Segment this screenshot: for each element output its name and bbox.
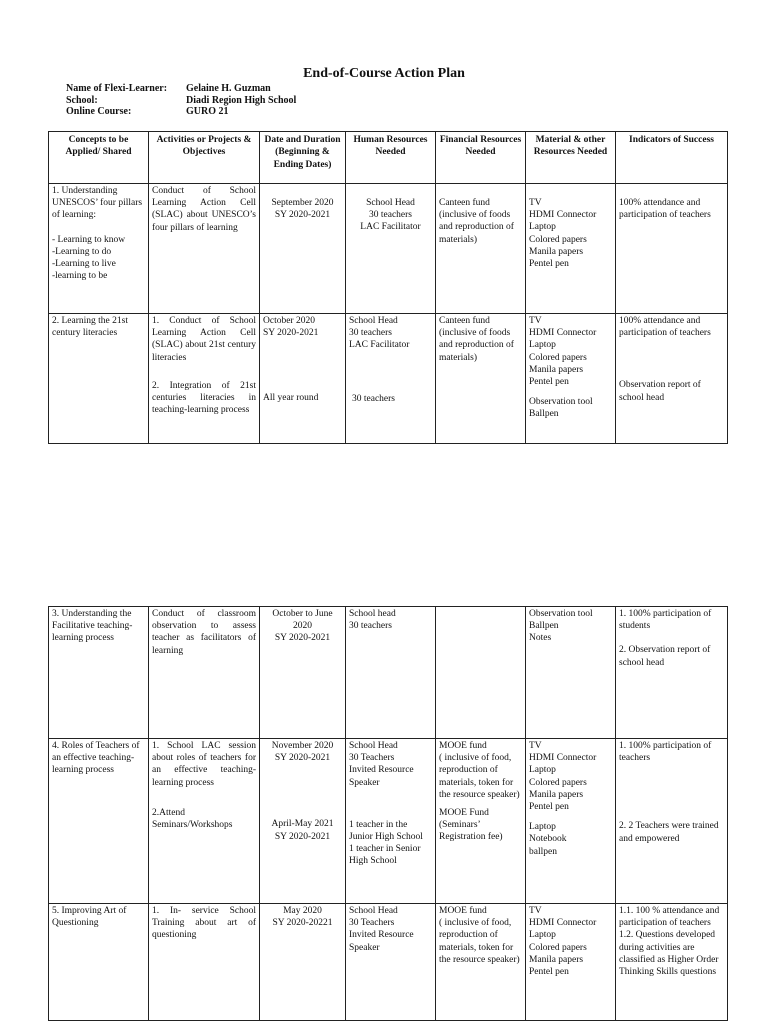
material-resources-cell: Observation tool Ballpen Notes <box>526 607 616 739</box>
document-title: End-of-Course Action Plan <box>303 66 465 81</box>
date-item: All year round <box>263 393 319 404</box>
activity-cell <box>149 314 260 444</box>
info-row-course <box>66 106 296 118</box>
financial-resources-cell: MOOE fund ( inclusive of food, reproduction of materials, token for the resource speaker) <box>436 904 526 1021</box>
material-item: Laptop Notebook ballpen <box>529 822 567 857</box>
date-cell <box>260 314 346 444</box>
financial-resources-cell: Canteen fund (inclusive of foods and reproduction of materials) <box>436 184 526 314</box>
indicator-item: Observation report of school head <box>619 380 701 403</box>
material-resources-cell: TV HDMI Connector Laptop Colored papers Manila papers Pentel pen <box>526 184 616 314</box>
date-item: April-May 2021 SY 2020-2021 <box>271 819 334 842</box>
header-cell: Indicators of Success <box>616 132 728 184</box>
human-item: School Head 30 teachers LAC Facilitator <box>349 316 410 351</box>
indicator-cell <box>616 739 728 904</box>
material-item: Observation tool Ballpen <box>529 397 593 420</box>
human-resources-cell: School head 30 teachers <box>346 607 436 739</box>
info-row-name <box>66 83 296 95</box>
financial-resources-cell <box>436 739 526 904</box>
activity-item: 2. Integration of 21st centuries literacies in teaching-learning process <box>152 380 256 416</box>
indicator-cell: 1.1. 100 % attendance and participation of teachers 1.2. Questions developed during activities are classified as Higher Order Thinking Skills questions <box>616 904 728 1021</box>
financial-item: MOOE fund ( inclusive of food, reproduction of materials, token for the resource speaker) <box>439 741 520 800</box>
concept-cell: 1. Understanding UNESCOS’ four pillars of learning: - Learning to know -Learning to do -Learning to live -learning to be <box>49 184 149 314</box>
header-cell: Financial Resources Needed <box>436 132 526 184</box>
activity-item: 2.Attend Seminars/Workshops <box>152 807 233 831</box>
material-resources-cell <box>526 314 616 444</box>
financial-resources-cell <box>436 607 526 739</box>
header-cell: Material & other Resources Needed <box>526 132 616 184</box>
activity-item: 1. Conduct of School Learning Action Cell (SLAC) about 21st century literacies <box>152 316 256 363</box>
indicator-item: 100% attendance and participation of teachers <box>619 316 711 339</box>
header-cell: Concepts to be Applied/ Shared <box>49 132 149 184</box>
action-plan-table-page1 <box>48 131 728 444</box>
table-row <box>49 607 728 739</box>
header-cell: Human Resources Needed <box>346 132 436 184</box>
concept-cell: 4. Roles of Teachers of an effective teaching-learning process <box>49 739 149 904</box>
date-cell <box>260 739 346 904</box>
concept-cell: 5. Improving Art of Questioning <box>49 904 149 1021</box>
table-row <box>49 904 728 1021</box>
material-item: TV HDMI Connector Laptop Colored papers Manila papers Pentel pen <box>529 741 597 813</box>
human-resources-cell <box>346 314 436 444</box>
learner-info <box>66 83 296 118</box>
indicator-item: 1. 100% participation of students <box>619 609 712 632</box>
date-item: November 2020 SY 2020-2021 <box>271 741 334 764</box>
info-row-school <box>66 95 296 107</box>
date-item: October 2020 SY 2020-2021 <box>263 316 319 339</box>
activity-cell: 1. In- service School Training about art of questioning <box>149 904 260 1021</box>
date-cell: May 2020 SY 2020-20221 <box>260 904 346 1021</box>
material-resources-cell <box>526 739 616 904</box>
financial-item: MOOE Fund (Seminars’ Registration fee) <box>439 808 503 843</box>
human-resources-cell: School Head 30 Teachers Invited Resource Speaker <box>346 904 436 1021</box>
human-item: 30 teachers <box>352 393 395 404</box>
info-value: Diadi Region High School <box>186 94 297 106</box>
table-row <box>49 314 728 444</box>
human-item: School Head 30 Teachers Invited Resource Speaker <box>349 741 414 788</box>
info-label: Name of Flexi-Learner: <box>66 83 168 94</box>
indicator-cell: 100% attendance and participation of teachers <box>616 184 728 314</box>
material-resources-cell: TV HDMI Connector Laptop Colored papers Manila papers Pentel pen <box>526 904 616 1021</box>
human-resources-cell <box>346 739 436 904</box>
indicator-item: 2. 2 Teachers were trained and empowered <box>619 821 719 844</box>
date-cell: October to June 2020 SY 2020-2021 <box>260 607 346 739</box>
activity-cell: Conduct of classroom observation to assess teacher as facilitators of learning <box>149 607 260 739</box>
human-item: 1 teacher in the Junior High School 1 teacher in Senior High School <box>349 819 423 867</box>
concept-cell: 3. Understanding the Facilitative teaching-learning process <box>49 607 149 739</box>
activity-cell: Conduct of School Learning Action Cell (SLAC) about UNESCO’s four pillars of learning <box>149 184 260 314</box>
indicator-item: 2. Observation report of school head <box>619 645 711 668</box>
table-row <box>49 739 728 904</box>
header-cell: Date and Duration (Beginning & Ending Dates) <box>260 132 346 184</box>
indicator-cell <box>616 314 728 444</box>
financial-resources-cell: Canteen fund (inclusive of foods and reproduction of materials) <box>436 314 526 444</box>
material-item: TV HDMI Connector Laptop Colored papers Manila papers Pentel pen <box>529 316 597 388</box>
info-label: School: <box>66 94 98 106</box>
concept-cell: 2. Learning the 21st century literacies <box>49 314 149 444</box>
date-cell: September 2020 SY 2020-2021 <box>260 184 346 314</box>
human-resources-cell: School Head 30 teachers LAC Facilitator <box>346 184 436 314</box>
activity-item: 1. School LAC session about roles of teachers for an effective teaching-learning process <box>152 741 256 788</box>
info-value: GURO 21 <box>186 106 229 117</box>
action-plan-table-page2 <box>48 606 728 1021</box>
indicator-cell <box>616 607 728 739</box>
indicator-item: 1. 100% participation of teachers <box>619 741 712 764</box>
header-cell: Activities or Projects & Objectives <box>149 132 260 184</box>
info-value: Gelaine H. Guzman <box>186 83 271 94</box>
info-label: Online Course: <box>66 106 132 117</box>
activity-cell <box>149 739 260 904</box>
table-row <box>49 184 728 314</box>
header-row <box>49 132 728 184</box>
